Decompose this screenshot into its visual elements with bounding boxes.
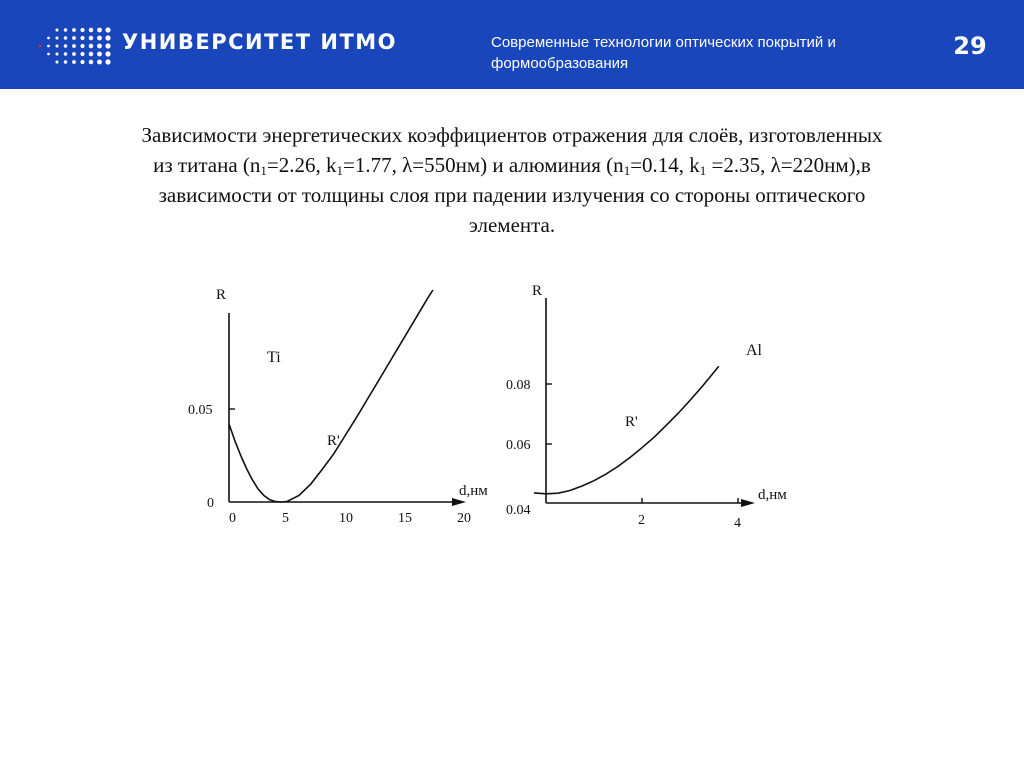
al-annotation: Al	[746, 342, 762, 359]
ti-annotation: Ti	[267, 349, 281, 366]
ti-y-label: R	[216, 287, 227, 303]
title-line-1: Зависимости энергетических коэффициентов отражения для слоёв, изготовленных	[141, 123, 883, 147]
ti-xtick-label: 20	[457, 511, 471, 526]
title-segment: из титана (n	[153, 153, 261, 177]
subscript: 1	[260, 163, 267, 178]
ti-x-axis-arrow	[452, 498, 466, 506]
page-number: 29	[953, 32, 987, 60]
title-line-4: элемента.	[468, 213, 556, 237]
ti-ytick-label: 0.05	[188, 403, 213, 418]
logo-text: УНИВЕРСИТЕТ ИТМО	[122, 30, 398, 54]
ti-xtick-label: 5	[282, 511, 289, 526]
ti-series-label: R'	[327, 433, 340, 449]
subscript: 1	[623, 163, 631, 178]
presentation-subtitle: Современные технологии оптических покрытий и формообразования	[491, 34, 836, 72]
title-segment: =2.26, k	[266, 153, 337, 177]
al-series-line	[534, 366, 719, 494]
ti-xtick-label: 10	[339, 511, 353, 526]
al-ytick-label: 0.06	[506, 438, 531, 453]
al-ytick-label: 0.08	[506, 378, 531, 393]
ti-xtick-label: 0	[229, 511, 236, 526]
chart-al	[506, 283, 787, 531]
al-y-label: R	[532, 283, 543, 299]
al-x-axis-arrow	[741, 499, 755, 507]
al-xtick-label: 2	[638, 513, 645, 528]
title-segment: =2.35, λ=220нм),в	[706, 153, 871, 177]
title-line-3: зависимости от толщины слоя при падении излучения со стороны оптического	[158, 183, 866, 207]
ti-xtick-label: 15	[398, 511, 412, 526]
title-segment: =0.14, k	[630, 153, 700, 177]
ti-series-line	[229, 290, 433, 502]
subscript: 1	[699, 163, 707, 178]
ti-x-label: d,нм	[459, 483, 488, 499]
al-x-label: d,нм	[758, 487, 787, 503]
al-xtick-label: 4	[734, 516, 741, 531]
al-ytick-label: 0.04	[506, 503, 531, 518]
al-series-label: R'	[625, 414, 638, 430]
subscript: 1	[336, 163, 343, 178]
chart-ti	[188, 287, 488, 526]
ti-ytick-label: 0	[207, 496, 214, 511]
title-segment: =1.77, λ=550нм) и алюминия (n	[343, 153, 624, 177]
